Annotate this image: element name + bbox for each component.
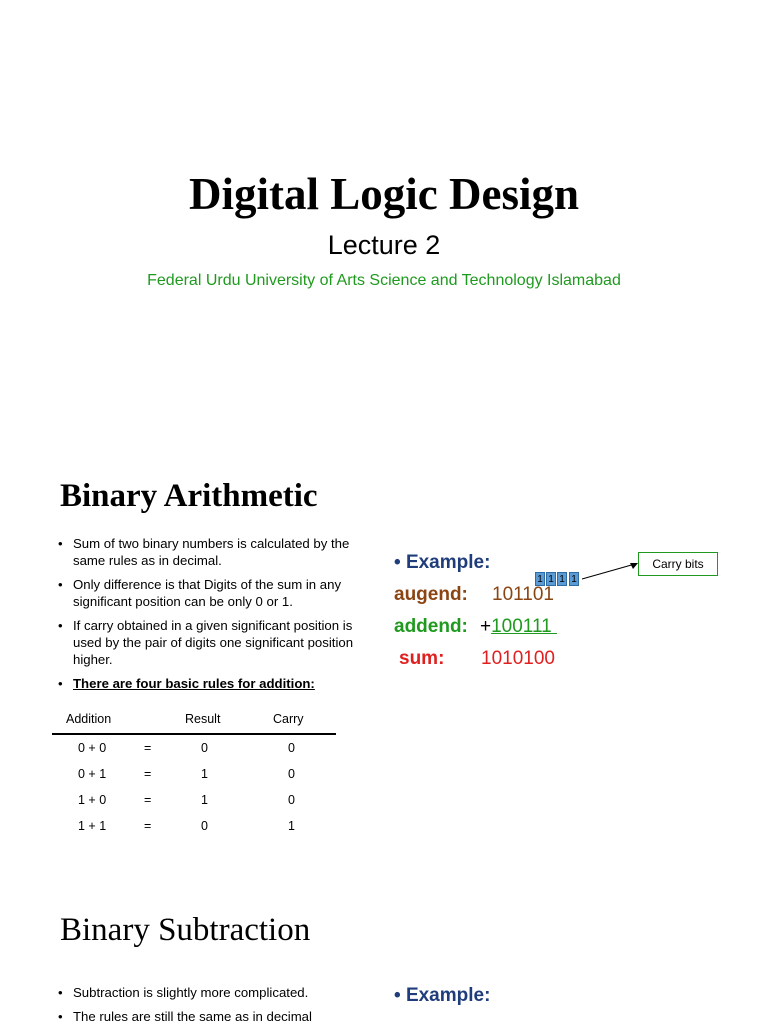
plus-sign: + [480, 616, 492, 637]
subtraction-example-heading: • Example: [394, 985, 491, 1006]
carry-bit: 1 [546, 572, 556, 586]
example-heading: • Example: [394, 552, 491, 573]
addend-line [394, 616, 468, 638]
addend-value: 100111 [491, 616, 557, 637]
arithmetic-bullet-list [58, 535, 376, 699]
subtraction-bullet-list [58, 984, 376, 1032]
table-header-addition: Addition [66, 712, 112, 726]
sum-label: sum: [399, 648, 445, 669]
bullet-icon: • [394, 985, 406, 1006]
bullet-icon: • [58, 985, 63, 1000]
list-item: • There are four basic rules for addition: [58, 676, 315, 691]
list-item: • If carry obtained in a given significant position is used by the pair of digits one significant position higher. [58, 618, 354, 667]
sum-value: 1010100 [481, 648, 555, 669]
carry-bit: 1 [569, 572, 579, 586]
binary-subtraction-heading: Binary Subtraction [60, 912, 311, 948]
binary-arithmetic-heading: Binary Arithmetic [60, 478, 318, 514]
carry-arrow [580, 560, 640, 582]
augend-label: augend: [394, 584, 468, 605]
augend-value: 101101 [492, 584, 554, 605]
title-slide [0, 0, 768, 440]
institution-name: Federal Urdu University of Arts Science and Technology Islamabad [147, 272, 621, 289]
sum-line [399, 648, 444, 670]
augend-line [394, 584, 468, 606]
lecture-subtitle: Lecture 2 [327, 230, 441, 260]
carry-bit: 1 [535, 572, 545, 586]
carry-bit: 1 [557, 572, 567, 586]
bullet-icon: • [58, 577, 63, 592]
bullet-icon: • [58, 618, 63, 633]
bullet-icon: • [58, 676, 63, 691]
list-item: • Only difference is that Digits of the sum in any significant position can be only 0 or 1. [58, 577, 342, 609]
bullet-icon: • [58, 536, 63, 551]
bullet-icon: • [394, 552, 406, 573]
list-item: • Subtraction is slightly more complicated. [58, 985, 309, 1000]
table-header-carry: Carry [273, 712, 304, 726]
addend-label: addend: [394, 616, 468, 637]
table-divider [52, 733, 336, 735]
list-item: • The rules are still the same as in decimal [58, 1009, 312, 1024]
slide-title: Digital Logic Design [189, 169, 579, 219]
carry-bits-callout: Carry bits [638, 552, 718, 576]
addend-value-wrap [480, 616, 557, 638]
list-item: • Sum of two binary numbers is calculated by the same rules as in decimal. [58, 536, 350, 568]
table-header-result: Result [185, 712, 221, 726]
bullet-icon: • [58, 1009, 63, 1024]
